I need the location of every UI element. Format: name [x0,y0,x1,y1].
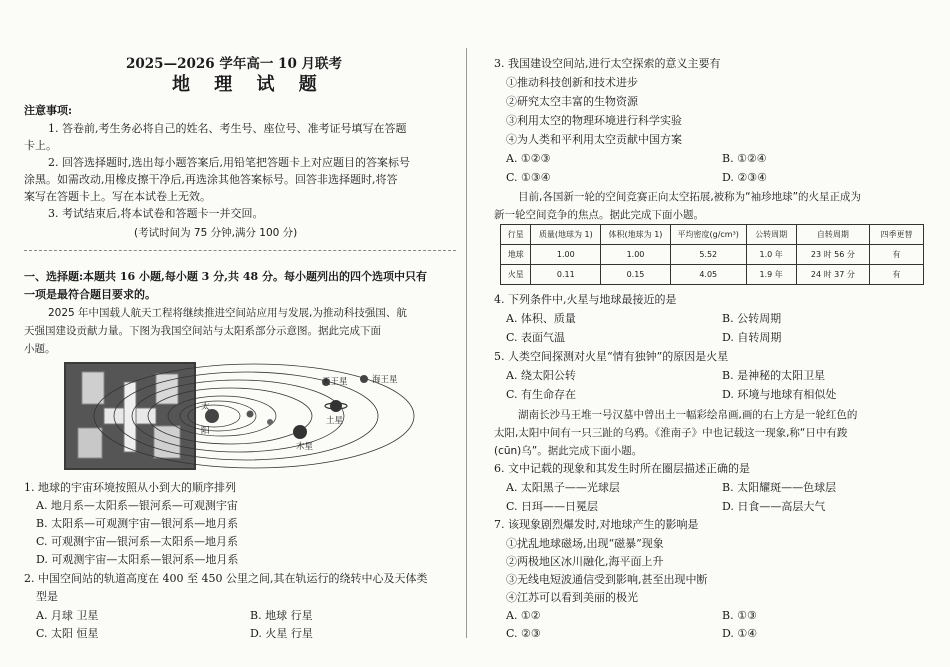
q3-item-3: ③利用太空的物理环境进行科学实验 [506,114,682,127]
table-header-row [501,225,924,245]
note-2a: 2. 回答选择题时,选出每小题答案后,用铅笔把答题卡上对应题目的答案标号 [48,156,410,169]
mars-icon [267,419,273,425]
q6-option-a: A. 太阳黑子——光球层 [506,481,620,494]
q7-item-1: ①扰乱地球磁场,出现“磁暴”现象 [506,537,664,550]
table-cell: 24 时 37 分 [796,265,869,285]
q4-option-b: B. 公转周期 [722,312,782,325]
table-cell: 1.00 [601,245,671,265]
q3-item-4: ④为人类和平利用太空贡献中国方案 [506,133,682,146]
table-row [501,265,924,285]
space-station-figure [64,362,424,470]
label-jupiter: 木星 [296,442,314,452]
exam-title: 2025—2026 学年高一 10 月联考 [126,56,343,72]
q4-option-d: D. 自转周期 [722,331,782,344]
table-cell: 有 [870,245,924,265]
section-1-line-1: 一、选择题:本题共 16 小题,每小题 3 分,共 48 分。每小题列出的四个选项中只有 [24,270,427,283]
note-2c: 案写在答题卡上。写在本试卷上无效。 [24,190,211,203]
dashed-divider [24,250,456,251]
q2-option-a: A. 月球 卫星 [36,609,99,622]
q5-stem: 5. 人类空间探测对火星“情有独钟”的原因是火星 [494,350,729,363]
planet-table [500,224,924,285]
solar-panel-1 [82,372,104,404]
q3-option-c: C. ①③④ [506,171,551,184]
q5-option-c: C. 有生命存在 [506,388,577,401]
q6-stem: 6. 文中记载的现象和其发生时所在圈层描述正确的是 [494,462,750,475]
q5-option-d: D. 环境与地球有相似处 [722,388,837,401]
table-cell: 火星 [501,265,531,285]
label-neptune: 海王星 [372,375,398,385]
q7-option-a: A. ①② [506,609,541,622]
q1-option-d: D. 可观测宇宙—太阳系—银河系—地月系 [36,553,239,566]
label-saturn: 土星 [326,416,344,426]
q2-option-b: B. 地球 行星 [250,609,313,622]
table-header-cell: 行星 [501,225,531,245]
column-divider [466,48,467,638]
table-header-cell: 平均密度(g/cm³) [670,225,746,245]
label-sun-1: 太 [201,402,210,412]
q3-item-2: ②研究太空丰富的生物资源 [506,95,638,108]
label-sun-2: 阳 [201,426,210,436]
q3-option-b: B. ①②④ [722,152,767,165]
q2-stem-2: 型是 [36,590,58,603]
section-1-line-2: 一项是最符合题目要求的。 [24,288,156,301]
table-row [501,245,924,265]
saturn-icon [330,400,342,412]
table-cell: 地球 [501,245,531,265]
table-cell: 23 时 56 分 [796,245,869,265]
intro-2-line-1: 目前,各国新一轮的空间竞赛正向太空拓展,被称为“袖珍地球”的火星正成为 [518,191,862,203]
solar-panel-3 [78,428,102,458]
note-3: 3. 考试结束后,将本试卷和答题卡一并交回。 [48,207,264,220]
q3-option-a: A. ①②③ [506,152,551,165]
q6-option-b: B. 太阳耀斑——色球层 [722,481,837,494]
q5-option-a: A. 绕太阳公转 [506,369,576,382]
intro-1-line-2: 天强国建设贡献力量。下图为我国空间站与太阳系部分示意图。据此完成下面 [24,325,381,337]
table-header-cell: 体积(地球为 1) [601,225,671,245]
q6-option-d: D. 日食——高层大气 [722,500,826,513]
table-cell: 4.05 [670,265,746,285]
q6-option-c: C. 日珥——日冕层 [506,500,599,513]
table-cell: 0.11 [531,265,601,285]
q1-option-b: B. 太阳系—可观测宇宙—银河系—地月系 [36,517,239,530]
figure-svg [64,362,424,470]
note-1b: 卡上。 [24,139,57,152]
notes-heading: 注意事项: [24,104,73,117]
table-cell: 有 [870,265,924,285]
q5-option-b: B. 是神秘的太阳卫星 [722,369,826,382]
q7-option-b: B. ①③ [722,609,757,622]
q3-option-d: D. ②③④ [722,171,768,184]
neptune-icon [360,375,368,383]
intro-1-line-1: 2025 年中国载人航天工程将继续推进空间站应用与发展,为推动科技强国、航 [48,307,407,319]
q2-option-c: C. 太阳 恒星 [36,627,99,640]
q7-option-d: D. ①④ [722,627,758,640]
q7-item-3: ③无线电短波通信受到影响,甚至出现中断 [506,573,708,586]
q4-stem: 4. 下列条件中,火星与地球最接近的是 [494,293,677,306]
q3-stem: 3. 我国建设空间站,进行太空探索的意义主要有 [494,57,721,70]
table-cell: 1.0 年 [746,245,796,265]
subject-title: 地 理 试 题 [172,74,326,95]
q4-option-c: C. 表面气温 [506,331,566,344]
table-header-cell: 公转周期 [746,225,796,245]
q1-option-a: A. 地月系—太阳系—银河系—可观测宇宙 [36,499,238,512]
earth-icon [247,411,254,418]
intro-3-line-2: 太阳,太阳中间有一只三趾的乌鸦。《淮南子》中也记载这一现象,称“日中有踆 [494,427,848,439]
table-cell: 1.00 [531,245,601,265]
q1-stem: 1. 地球的宇宙环境按照从小到大的顺序排列 [24,481,236,494]
q7-item-2: ②两极地区冰川融化,海平面上升 [506,555,664,568]
q7-stem: 7. 该现象剧烈爆发时,对地球产生的影响是 [494,518,699,531]
q3-item-1: ①推动科技创新和技术进步 [506,76,638,89]
note-1a: 1. 答卷前,考生务必将自己的姓名、考生号、座位号、准考证号填写在答题 [48,122,407,135]
table-header-cell: 质量(地球为 1) [531,225,601,245]
q2-option-d: D. 火星 行星 [250,627,313,640]
note-2b: 涂黑。如需改动,用橡皮擦干净后,再选涂其他答案标号。回答非选择题时,将答 [24,173,398,186]
q4-option-a: A. 体积、质量 [506,312,576,325]
q1-option-c: C. 可观测宇宙—银河系—太阳系—地月系 [36,535,239,548]
table-header-cell: 四季更替 [870,225,924,245]
q7-item-4: ④江苏可以看到美丽的极光 [506,591,638,604]
table-cell: 1.9 年 [746,265,796,285]
table-cell: 0.15 [601,265,671,285]
intro-1-line-3: 小题。 [24,343,56,355]
intro-3-line-1: 湖南长沙马王堆一号汉墓中曾出土一幅彩绘帛画,画的右上方是一轮红色的 [518,409,858,421]
intro-3-line-3: (cūn)乌”。据此完成下面小题。 [494,445,643,457]
q7-option-c: C. ②③ [506,627,541,640]
jupiter-icon [293,425,307,439]
label-uranus: 天王星 [322,377,348,387]
table-header-cell: 自转周期 [796,225,869,245]
q2-stem: 2. 中国空间站的轨道高度在 400 至 450 公里之间,其在轨运行的绕转中心及天体类 [24,572,428,585]
exam-time: (考试时间为 75 分钟,满分 100 分) [134,227,298,239]
table-cell: 5.52 [670,245,746,265]
intro-2-line-2: 新一轮空间竞争的焦点。据此完成下面小题。 [494,209,704,221]
